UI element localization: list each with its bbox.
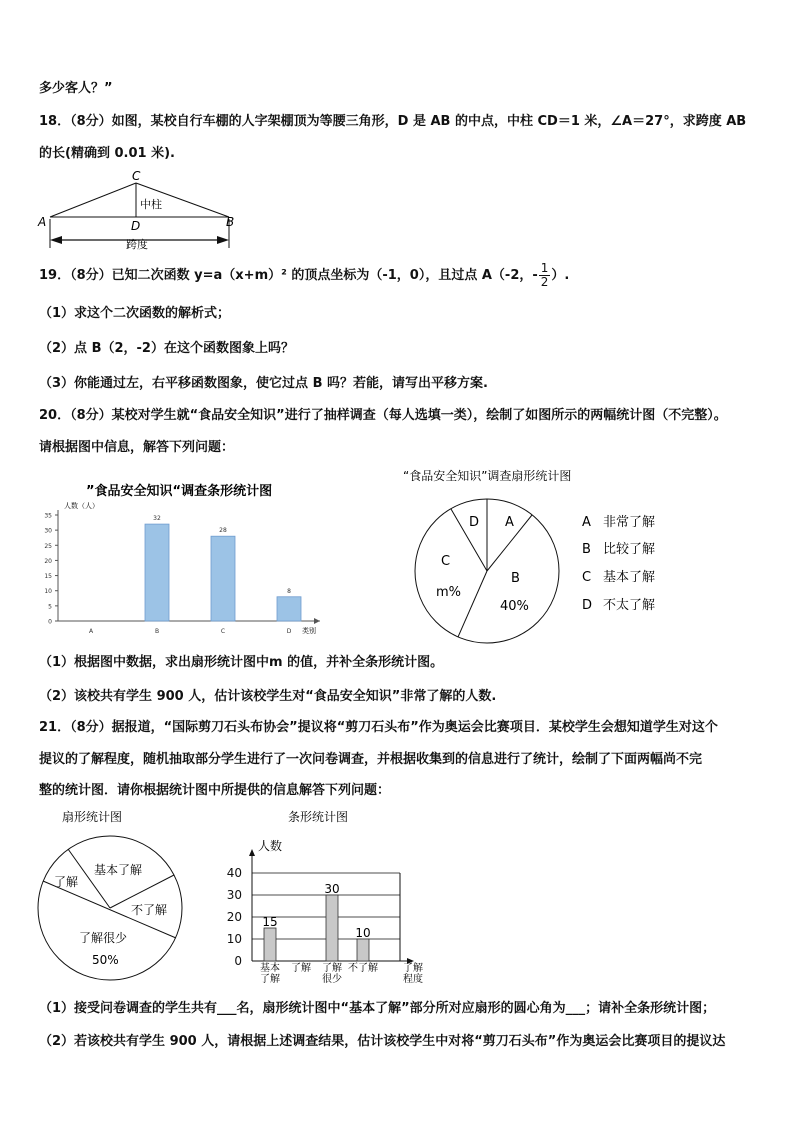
x-tick-label: 基本 (260, 963, 280, 974)
bar-value-label: 15 (262, 915, 278, 929)
bar-chart-title: ”食品安全知识“调查条形统计图 (86, 484, 273, 499)
pie-slice-pct-B: 40% (500, 599, 529, 614)
y-tick-label: 15 (44, 573, 52, 581)
q19-part1: （1）求这个二次函数的解析式； (39, 306, 231, 321)
legend-key-B: B (582, 542, 591, 557)
x-tick-label: 了解 (291, 963, 311, 974)
q21-pie-label-basic: 基本了解 (94, 863, 143, 877)
y-tick-label: 10 (44, 588, 52, 596)
q17-tail-text: 多少客人？” (39, 81, 113, 96)
q19-part3: （3）你能通过左，右平移函数图象，使它过点 B 吗？若能，请写出平移方案. (39, 376, 488, 391)
bar-chart-ylabel: 人数（人） (64, 502, 99, 510)
q21-pie-chart (34, 804, 194, 984)
q21-line3: 整的统计图．请你根据统计图中所提供的信息解答下列问题： (39, 783, 391, 798)
q18-line1: 18．（8分）如图，某校自行车棚的人字架棚顶为等腰三角形，D 是 AB 的中点，中柱 CD＝1 米，∠A＝27°，求跨度 AB (39, 114, 747, 129)
x-axis-label: 程度 (403, 974, 423, 985)
y-tick-label: 30 (226, 888, 242, 902)
x-tick-label: C (220, 628, 226, 635)
bar-D (277, 597, 301, 621)
y-tick-label: 0 (234, 954, 242, 968)
fraction-numerator: 1 (540, 261, 549, 275)
q18-line2: 的长(精确到 0.01 米). (39, 146, 175, 161)
bar-B (145, 524, 169, 621)
y-tick-label: 35 (44, 512, 52, 520)
fraction-denominator: 2 (540, 275, 549, 289)
q21-pie-title: 扇形统计图 (62, 810, 123, 824)
label-D: D (131, 219, 141, 233)
bar-2 (326, 895, 338, 961)
x-axis-label: 了解 (403, 963, 423, 974)
q20-line1: 20．（8分）某校对学生就“食品安全知识”进行了抽样调查（每人选填一类），绘制了如图所示的两幅统计图（不完整）。 (39, 408, 727, 423)
q19-text-post: ）. (551, 268, 570, 283)
label-pillar: 中柱 (140, 198, 162, 211)
pie-divider-3 (458, 571, 487, 637)
pie-slice-label-D: D (469, 515, 480, 530)
q20-part2: （2）该校共有学生 900 人，估计该校学生对“食品安全知识”非常了解的人数. (39, 689, 497, 704)
truss-left-rafter (50, 183, 136, 217)
q19-line1 (39, 262, 569, 289)
legend-text-A: 非常了解 (603, 515, 656, 530)
q20-bar-chart (30, 478, 330, 638)
q19-part2: （2）点 B（2，-2）在这个函数图象上吗？ (39, 341, 294, 356)
x-tick-label: 很少 (322, 974, 342, 985)
q21-line1: 21．（8分）据报道，“国际剪刀石头布协会”提议将“剪刀石头布”作为奥运会比赛项目．某校学生会想知道学生对这个 (39, 720, 718, 735)
bar-value-label: 28 (219, 527, 227, 535)
x-tick-label: B (154, 628, 160, 635)
pie-slice-label-B: B (511, 571, 520, 586)
x-tick-label: A (88, 628, 94, 635)
bar-value-label: 32 (153, 515, 161, 523)
y-tick-label: 20 (226, 910, 242, 924)
q21-pie-label-unknown: 不了解 (131, 903, 168, 917)
q21-part2: （2）若该校共有学生 900 人，请根据上述调查结果，估计该校学生中对将“剪刀石头布”作为奥运会比赛项目的提议达 (39, 1034, 726, 1049)
y-tick-label: 0 (48, 618, 52, 626)
bar-3 (357, 939, 369, 961)
q21-part1: （1）接受问卷调查的学生共有___名，扇形统计图中“基本了解”部分所对应扇形的圆心角为___；请补全条形统计图； (39, 1001, 716, 1016)
bar-value-label: 8 (287, 587, 291, 595)
pie-slice-pct-C: m% (436, 585, 462, 600)
label-A: A (38, 215, 47, 229)
bar-chart-xlabel: 类别 (302, 627, 316, 635)
bar-C (211, 536, 235, 621)
q21-bar-title: 条形统计图 (288, 810, 349, 824)
y-tick-label: 40 (226, 866, 242, 880)
pie-chart-title: “食品安全知识”调查扇形统计图 (403, 469, 572, 483)
q19-text-pre: 19．（8分）已知二次函数 y=a（x+m）² 的顶点坐标为（-1，0），且过点 A（-2，- (39, 268, 538, 283)
span-arrow-left (50, 236, 62, 244)
legend-key-D: D (582, 598, 593, 613)
q21-pie-label-know: 了解 (54, 875, 79, 889)
q18-truss-figure (36, 168, 246, 250)
pie-legend (582, 514, 655, 613)
label-span: 跨度 (126, 238, 148, 250)
q21-line2: 提议的了解程度，随机抽取部分学生进行了一次问卷调查，并根据收集到的信息进行了统计，绘制了下面两幅尚不完 (39, 752, 703, 767)
x-tick-label: 了解 (322, 963, 342, 974)
x-tick-label: 不了解 (348, 963, 378, 974)
pie-slice-label-A: A (505, 515, 514, 530)
bar-0 (264, 928, 276, 961)
legend-text-D: 不太了解 (603, 598, 656, 613)
bar-value-label: 10 (355, 926, 371, 940)
bar-value-label: 30 (324, 882, 340, 896)
pie-slice-label-C: C (441, 554, 451, 569)
y-tick-label: 30 (44, 527, 52, 535)
x-tick-label: D (286, 628, 292, 635)
legend-key-A: A (582, 515, 591, 530)
label-C: C (132, 169, 141, 183)
legend-text-C: 基本了解 (603, 570, 656, 585)
q20-pie-chart (400, 462, 690, 647)
q20-part1: （1）根据图中数据，求出扇形统计图中m 的值，并补全条形统计图。 (39, 655, 444, 670)
legend-text-B: 比较了解 (603, 542, 656, 557)
q20-line2: 请根据图中信息，解答下列问题： (39, 440, 235, 455)
y-tick-label: 10 (226, 932, 242, 946)
q21-bar-chart (222, 804, 442, 990)
x-tick-label: 了解 (260, 974, 280, 985)
q19-fraction (539, 262, 551, 289)
q21-pie-pct-little: 50% (92, 953, 119, 967)
y-axis-arrow (249, 849, 255, 856)
q21-bar-ylabel: 人数 (258, 839, 283, 853)
y-tick-label: 5 (48, 603, 52, 611)
span-arrow-right (217, 236, 229, 244)
y-tick-label: 25 (44, 542, 52, 550)
x-axis-arrow (314, 618, 320, 624)
y-tick-label: 20 (44, 557, 52, 565)
q21-pie-label-little: 了解很少 (79, 931, 128, 945)
legend-key-C: C (582, 570, 592, 585)
label-B: B (226, 215, 235, 229)
